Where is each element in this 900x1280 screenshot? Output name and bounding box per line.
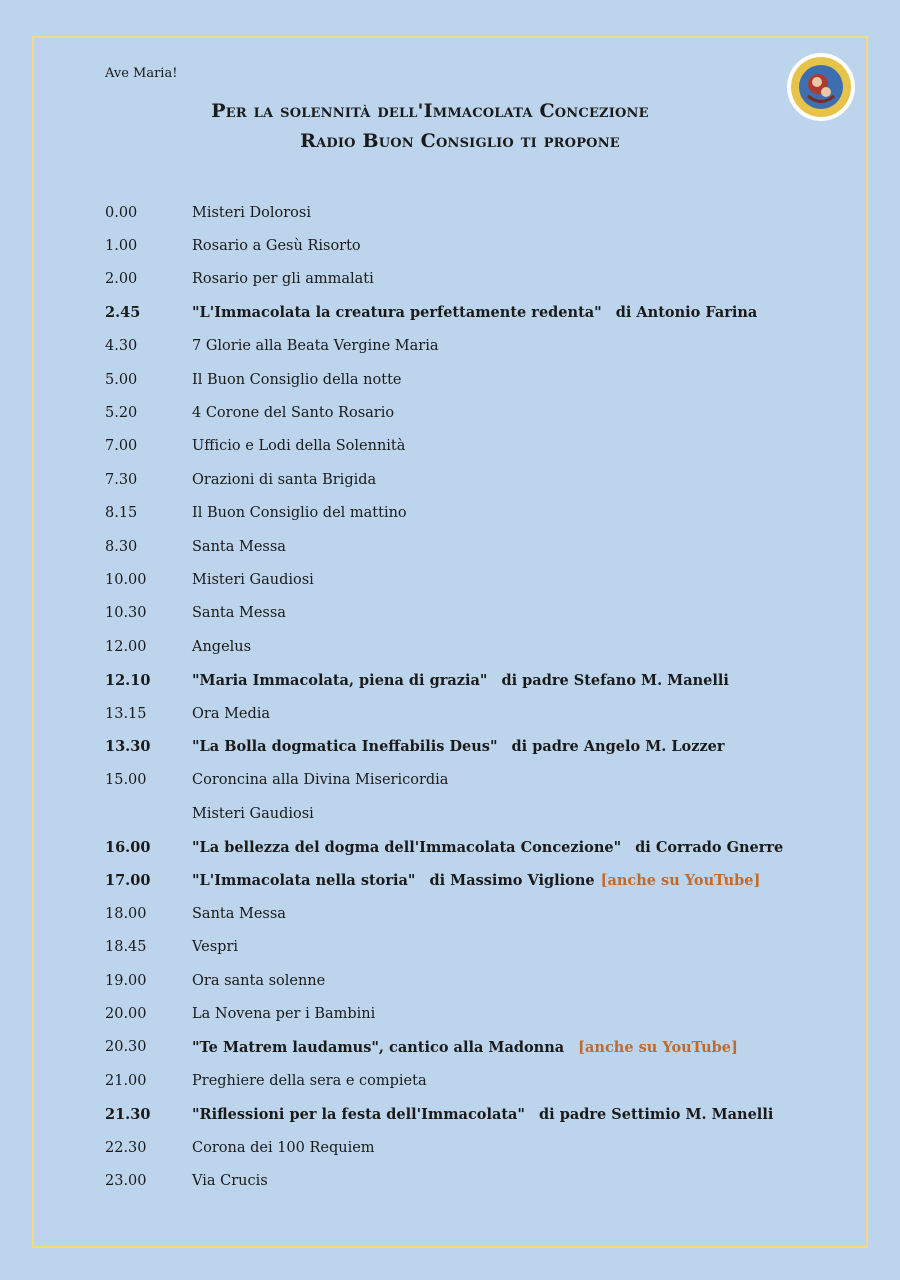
schedule-time: 5.00 [105,371,138,388]
schedule-item [105,630,805,663]
schedule-item [105,363,805,396]
schedule-item [105,597,805,630]
schedule-time: 10.00 [105,571,147,588]
schedule-time: 16.00 [105,838,151,856]
schedule-item [105,497,805,530]
page-title-line2: Radio Buon Consiglio ti propone [300,130,620,152]
youtube-note: [anche su YouTube] [578,1038,738,1056]
schedule-title: Coroncina alla Divina Misericordia [192,772,449,789]
schedule-item [105,864,805,897]
schedule-time: 5.20 [105,405,138,422]
schedule-item [105,931,805,964]
schedule-time: 18.00 [105,905,147,922]
schedule-author: di Massimo Viglione [429,872,595,889]
schedule-time: 22.30 [105,1139,147,1156]
schedule-title: Vespri [192,939,239,956]
schedule-time: 10.30 [105,605,147,622]
schedule-item [105,196,805,229]
schedule-item [105,697,805,730]
schedule-author: di padre Settimio M. Manelli [539,1105,774,1123]
schedule-item [105,1164,805,1197]
schedule-author: di padre Angelo M. Lozzer [511,738,725,756]
schedule-title: Ufficio e Lodi della Solennità [192,438,406,455]
schedule-time: 12.00 [105,638,147,655]
schedule-time: 2.00 [105,271,138,288]
schedule-title: Misteri Gaudiosi [192,571,314,588]
schedule-time: 20.30 [105,1039,147,1056]
schedule-title: Santa Messa [192,905,286,922]
schedule-title: La Novena per i Bambini [192,1006,376,1023]
schedule-time: 13.15 [105,705,147,722]
schedule-time: 12.10 [105,671,151,689]
schedule-time: 20.00 [105,1006,147,1023]
schedule-title: "Riflessioni per la festa dell'Immacolata" [192,1105,525,1123]
schedule-item [105,296,805,329]
schedule-item [105,430,805,463]
schedule-time: 17.00 [105,872,151,889]
radio-logo-icon [786,52,856,122]
schedule-item [105,663,805,696]
schedule-time: 4.30 [105,338,138,355]
schedule-item [105,1131,805,1164]
schedule-item [105,964,805,997]
schedule-item [105,830,805,863]
schedule-time: 8.30 [105,538,138,555]
schedule-item [105,1064,805,1097]
schedule-item [105,730,805,763]
schedule-title: "Te Matrem laudamus", cantico alla Madonna [192,1038,565,1056]
schedule-time: 8.15 [105,505,138,522]
schedule-title: Ora Media [192,705,271,722]
schedule-item [105,1031,805,1064]
schedule-title: "L'Immacolata nella storia" [192,872,416,889]
schedule-title: 7 Glorie alla Beata Vergine Maria [192,338,439,355]
schedule-time: 15.00 [105,772,147,789]
schedule-title: Angelus [192,638,252,655]
schedule-item [105,997,805,1030]
greeting: Ave Maria! [105,66,178,81]
schedule-author: di Antonio Farina [615,304,758,322]
schedule-title: Rosario per gli ammalati [192,271,374,288]
schedule-title: Ora santa solenne [192,972,326,989]
schedule-author: di Corrado Gnerre [635,838,784,856]
schedule-title: "L'Immacolata la creatura perfettamente redenta" [192,304,602,322]
schedule-list [105,196,805,1198]
schedule-title: Misteri Gaudiosi [192,805,314,822]
schedule-time: 21.00 [105,1072,147,1089]
schedule-time: 19.00 [105,972,147,989]
schedule-title: 4 Corone del Santo Rosario [192,405,395,422]
schedule-item [105,396,805,429]
schedule-item [105,563,805,596]
schedule-time: 13.30 [105,738,151,756]
schedule-title: Santa Messa [192,538,286,555]
schedule-time: 7.30 [105,471,138,488]
schedule-item [105,530,805,563]
schedule-item [105,463,805,496]
schedule-item [105,764,805,797]
youtube-note: [anche su YouTube] [600,872,761,889]
schedule-item [105,1098,805,1131]
schedule-title: "Maria Immacolata, piena di grazia" [192,671,488,689]
schedule-time: 21.30 [105,1105,151,1123]
schedule-title: Rosario a Gesù Risorto [192,238,361,255]
schedule-item [105,229,805,262]
schedule-title: Preghiere della sera e compieta [192,1072,427,1089]
page-title-line1: Per la solennità dell'Immacolata Concezione [211,100,649,122]
schedule-time: 1.00 [105,238,138,255]
schedule-title: Il Buon Consiglio della notte [192,371,402,388]
schedule-title: "La Bolla dogmatica Ineffabilis Deus" [192,738,498,756]
schedule-author: di padre Stefano M. Manelli [501,671,729,689]
schedule-title: Via Crucis [192,1173,268,1190]
schedule-title: Il Buon Consiglio del mattino [192,505,407,522]
schedule-time: 2.45 [105,304,141,322]
schedule-time: 23.00 [105,1173,147,1190]
schedule-item [105,263,805,296]
schedule-title: Santa Messa [192,605,286,622]
schedule-item [105,797,805,830]
schedule-title: Corona dei 100 Requiem [192,1139,375,1156]
schedule-time: 7.00 [105,438,138,455]
schedule-time: 18.45 [105,939,147,956]
schedule-time: 0.00 [105,204,138,221]
schedule-item [105,330,805,363]
schedule-title: Misteri Dolorosi [192,204,311,221]
schedule-item [105,897,805,930]
schedule-title: Orazioni di santa Brigida [192,471,377,488]
schedule-title: "La bellezza del dogma dell'Immacolata Concezione" [192,838,622,856]
